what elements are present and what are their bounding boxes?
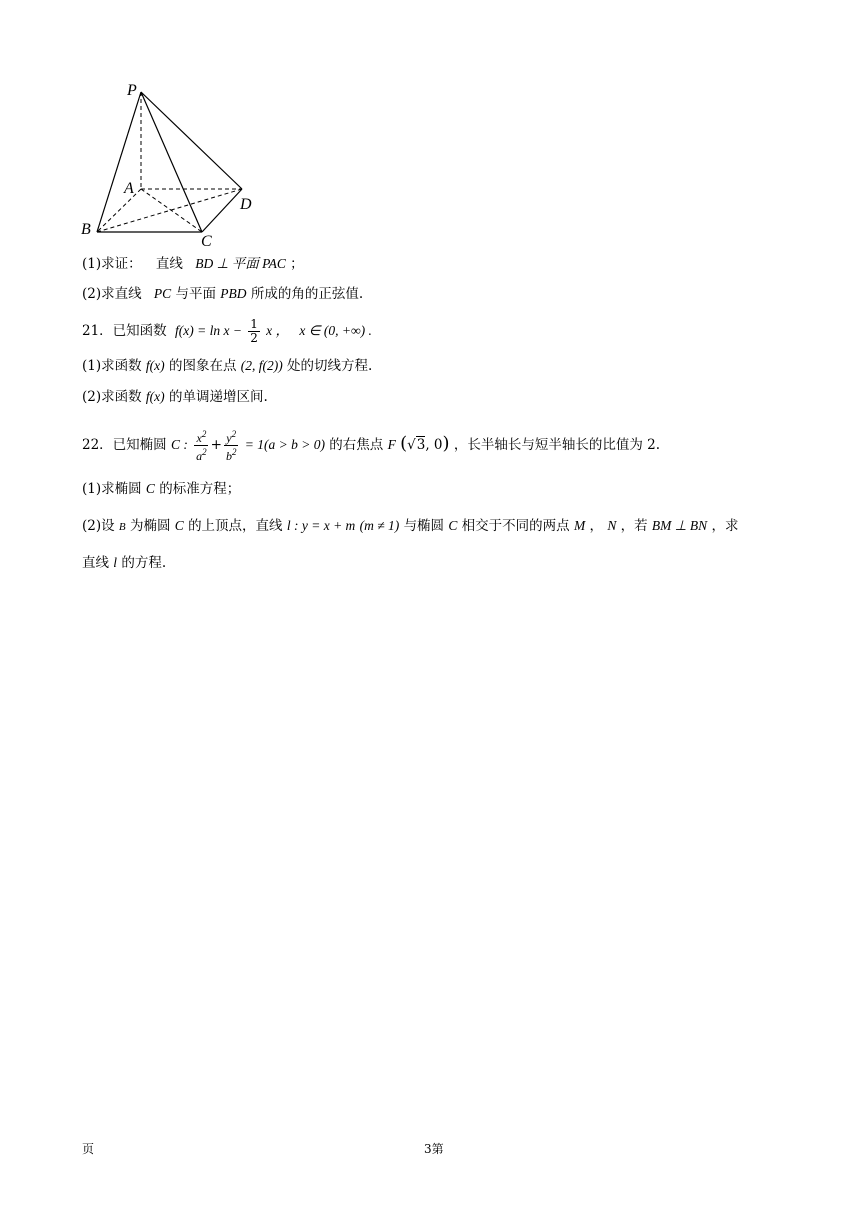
q22-part2-cont [82,553,166,573]
label-C: C [201,233,212,250]
q21-p2-f: f(x) [145,389,165,404]
q22-p2-mid3: 与椭圆 [403,518,445,534]
q20-p2-math: PC [153,286,172,301]
q20-p2-end: 所成的角的正弦值. [250,286,364,302]
q21-p1-prefix: (1)求函数 [82,358,142,374]
q22-frac-y: $\frac{y^2}{b^2}$ [225,429,237,463]
q21-frac-den: 2 [250,331,258,345]
q21-part2 [82,387,268,407]
q22-a: a [196,449,203,463]
q20-p1-math: BD ⊥ 平面 PAC [195,256,286,271]
q21-frac-num: 1 [250,317,258,331]
q22-p2-end: ，求 [711,518,739,534]
q22-sqrt3: 3 [416,437,426,453]
q21-function: f(x) = ln x − [174,323,242,338]
q20-p2-text: 与平面 [175,286,216,302]
edge-CD [202,189,242,232]
q22-p2-perp: BM ⊥ BN [651,518,708,533]
q22-p2-mid4: 相交于不同的两点 [461,518,570,534]
q22-C: C : [170,437,188,452]
q21-number: 21．已知函数 [82,323,167,339]
q22-p1-C: C [145,481,155,496]
q21-p1-mid: 的图象在点 [168,358,237,374]
q22-number: 22．已知椭圆 [82,437,167,453]
q22-p2-C: C [174,518,184,533]
label-P: P [127,82,137,99]
q22-p2-prefix: (2)设 [82,518,115,534]
q22-p2-B: B [118,521,126,533]
q22-p2-N: N [607,518,617,533]
q22-equation: = 1(a > b > 0) [244,437,325,452]
q22-y: y [226,431,232,445]
q22-F: F [387,437,396,452]
q22-part2 [82,516,738,537]
q21-function-tail: x ， [266,323,290,338]
pyramid-figure [75,75,265,250]
footer-left: 页 [82,1142,95,1156]
q22-part1 [82,479,240,499]
q20-p1-prefix: (1)求证： [82,256,142,272]
q22-mid: 的右焦点 [329,437,384,453]
q22-p2-mid1: 为椭圆 [129,518,171,534]
q22-end: ，长半轴长与短半轴长的比值为 2. [453,437,661,453]
q21-p1-end: 处的切线方程. [287,358,373,374]
edge-PD [141,92,242,189]
q22-p2-end2: 的方程. [121,555,167,571]
q22-p2-line2: 直线 [82,555,109,571]
q22-p2-mid5: ，若 [620,518,648,534]
q22-p2-M: M [573,518,586,533]
q22-p2-C2: C [448,518,458,533]
q22-frac-x: $\frac{x^2}{a^2}$ [196,429,207,463]
q22-p2-comma: ， [589,518,604,534]
q20-p2-prefix: (2)求直线 [82,286,142,302]
q22-p2-l: l [113,555,118,570]
q21-domain: x ∈ (0, +∞) . [299,323,372,338]
q21-part1 [82,356,372,376]
q22-stem: 22．已知椭圆 C : $\frac{x^2}{a^2}$ + $\frac{y^2}{b^2}$ = 1(a > b > 0) 的右焦点 F (√3, 0) ，长半轴长与短半轴长的比值为 2. [82,429,661,463]
q22-p2-cond: (m ≠ 1) [359,518,400,533]
q22-p1-prefix: (1)求椭圆 [82,481,142,497]
label-D: D [240,196,252,213]
q22-F-tail: , 0 [425,437,443,453]
q22-p1-end: 的标准方程； [159,481,241,497]
q20-part1 [82,254,304,274]
q20-p1-text: 直线 [155,256,183,272]
label-A: A [124,180,134,197]
q22-x: x [196,431,202,445]
q22-b: b [225,449,232,463]
q20-p2-math2: PBD [220,286,247,301]
q21-p1-point: (2, f(2)) [240,358,283,373]
q20-p1-end: ； [290,256,304,272]
q22-p2-mid2: 的上顶点，直线 [188,518,283,534]
footer-page-number: 3第 [424,1142,444,1156]
q21-p2-prefix: (2)求函数 [82,389,142,405]
q21-stem [82,316,372,346]
q21-p2-end: 的单调递增区间. [168,389,268,405]
q22-p2-line: l : y = x + m [286,518,356,533]
q20-part2 [82,284,363,304]
q21-fraction [248,318,260,345]
label-B: B [81,221,91,238]
q21-p1-f: f(x) [145,358,165,373]
